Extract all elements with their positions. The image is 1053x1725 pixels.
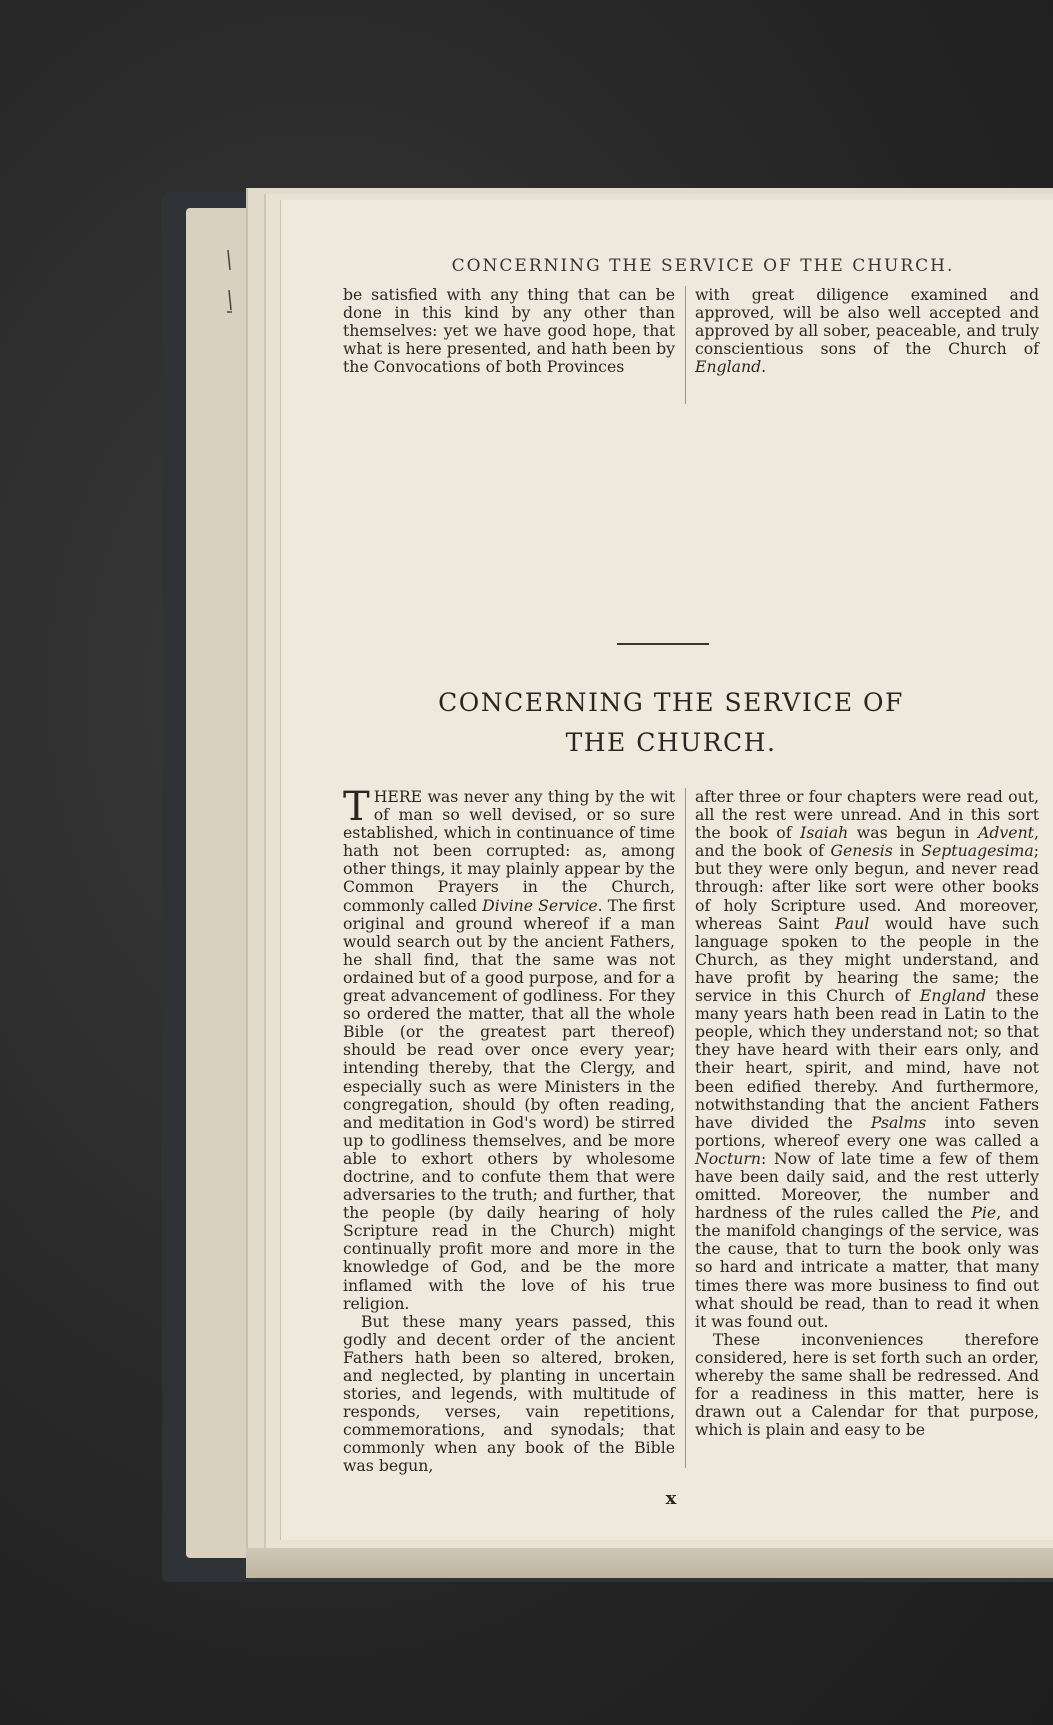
italic-nocturn: Nocturn	[695, 1148, 761, 1168]
section-divider	[617, 643, 709, 645]
italic-divine-service: Divine Service	[482, 895, 598, 915]
column-rule-body	[685, 788, 686, 1468]
body-right-column	[695, 788, 1039, 1439]
italic-england: England	[695, 357, 762, 377]
italic-advent: Advent	[978, 823, 1034, 843]
pencil-mark-icon	[226, 250, 234, 330]
text-span: into seven portions, whereof every one was called a	[695, 1112, 1039, 1150]
continued-text-right-column	[695, 286, 1039, 376]
text-span: , and the book of	[695, 823, 1039, 861]
book-page	[280, 200, 1053, 1540]
continued-text-block	[343, 286, 1053, 416]
continued-text-end: .	[761, 357, 767, 377]
column-rule-top	[685, 286, 686, 404]
text-span: after three or four chapters were read out, all the rest were unread. And in this sort the book of	[695, 787, 1039, 843]
italic-pie: Pie	[971, 1203, 997, 1223]
body-left-column	[343, 784, 675, 1476]
continued-paragraph-left: be satisfied with any thing that can be done in this kind by any other than themselves: yet we have good hope, that what is here presented, and hath been by the Convocations of both Provinces	[343, 285, 675, 377]
continued-text-span: with great diligence examined and approved, will be also well accepted and approved by all sober, peaceable, and truly conscientious sons of the Church of	[695, 285, 1039, 359]
italic-paul: Paul	[834, 913, 870, 933]
text-span: these many years hath been read in Latin to the people, which they understand not; so that they have heard with their ears only, and their heart, spirit, and mind, have not been edified thereby. And furthermore, notwithstanding that the ancient Fathers have divided the	[695, 986, 1039, 1132]
text-span: : Now of late time a few of them have been daily said, and the rest utterly omitted. Moreover, the number and hardness of the rules called the	[695, 1148, 1039, 1223]
body-paragraph-1	[343, 784, 675, 1313]
text-span: . The first original and ground whereof if a man would search out by the ancient Fathers, he shall find, that the same was not ordained but of a good purpose, and for a great advancement of godliness. For they so ordered the matter, that all the whole Bible (or the greatest part thereof) should be read over once every year; intending thereby, that the Clergy, and especially such as were Ministers in the congregation, should (by often reading, and meditation in God's word) be stirred up to godliness themselves, and be more able to exhort others by wholesome doctrine, and to confute them that were adversaries to the truth; and further, that the people (by daily hearing of holy Scripture read in the Church) might continually profit more and more in the knowledge of God, and be the more inflamed with the love of his true religion.	[343, 895, 675, 1313]
drop-cap: T	[343, 784, 370, 830]
section-title-line-1: CONCERNING THE SERVICE OF	[438, 688, 904, 717]
italic-isaiah: Isaiah	[800, 823, 849, 843]
text-span: would have such language spoken to the people in the Church, as they might understand, and have profit by hearing the same; the service in this Church of	[695, 913, 1039, 1006]
text-span: in	[892, 841, 922, 861]
text-span: was begun in	[848, 823, 979, 843]
page-bottom-edge	[246, 1548, 1053, 1578]
body-paragraph-4: These inconveniences therefore considered, here is set forth such an order, whereby the same shall be redressed. And for a readiness in this matter, here is drawn out a Calendar for that purpose, which is plain and easy to be	[695, 1329, 1039, 1440]
text-span: ; but they were only begun, and never read through: after like sort were other books of holy Scripture used. And moreover, whereas Saint	[695, 841, 1039, 933]
page-number: x	[665, 1488, 677, 1509]
italic-england: England	[919, 986, 987, 1006]
italic-septuagesima: Septuagesima	[921, 841, 1034, 861]
continued-text-left-column	[343, 286, 675, 376]
section-title-line-2: THE CHURCH.	[565, 728, 777, 757]
text-span: , and the manifold changings of the service, was the cause, that to turn the book only was so hard and intricate a matter, that many times there was more business to find out what should be read, than to read it when it was found out.	[695, 1203, 1039, 1331]
continued-paragraph-right	[695, 286, 1039, 376]
italic-psalms: Psalms	[870, 1112, 927, 1132]
italic-genesis: Genesis	[830, 841, 893, 861]
body-paragraph-3	[695, 788, 1039, 1331]
running-head: CONCERNING THE SERVICE OF THE CHURCH.	[451, 256, 955, 276]
body-paragraph-2: But these many years passed, this godly and decent order of the ancient Fathers hath been so altered, broken, and neglected, by planting in uncertain stories, and legends, with multitude of responds, verses, vain repetitions, commemorations, and synodals; that commonly when any book of the Bible was begun,	[343, 1311, 675, 1476]
section-body	[343, 784, 1053, 1478]
text-span: HERE was never any thing by the wit of man so well devised, or so sure established, which in continuance of time hath not been corrupted: as, among other things, it may plainly appear by the Common Prayers in the Church, commonly called	[343, 787, 675, 915]
